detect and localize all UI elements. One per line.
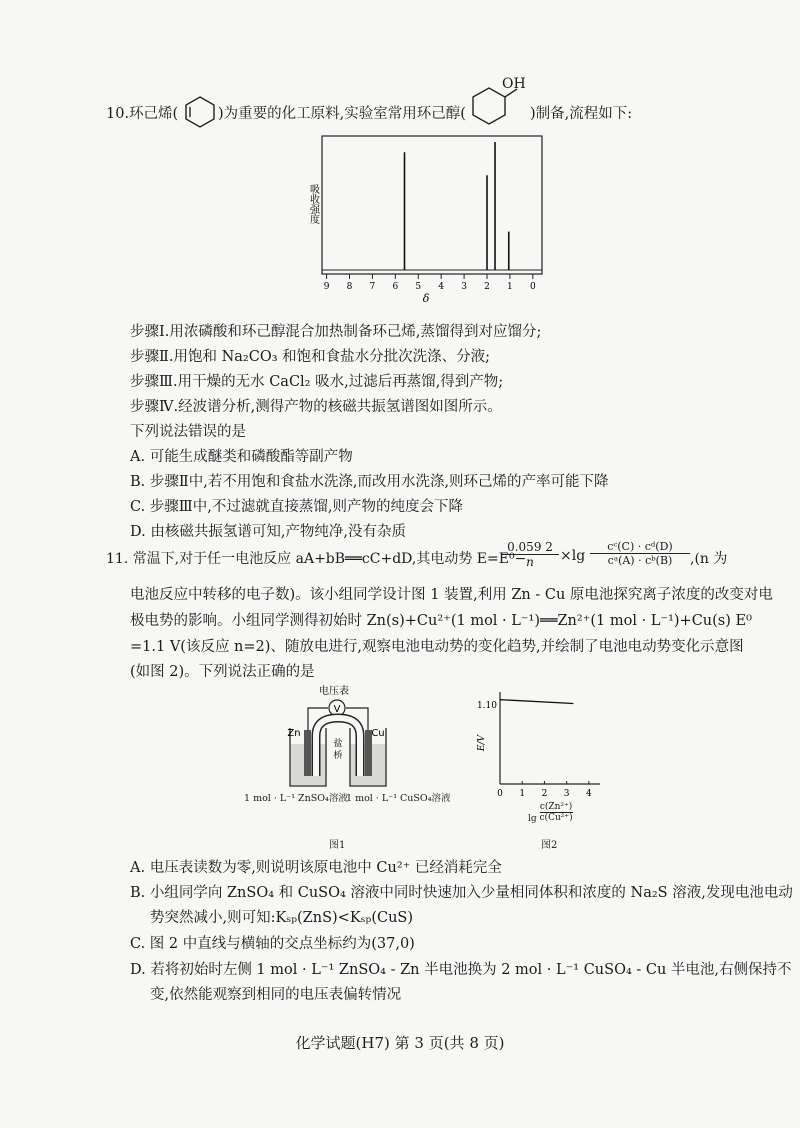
fig2-xlabel bbox=[528, 802, 573, 824]
fig2-x-tick-label: 0 bbox=[497, 789, 503, 799]
q11-frac-den: n bbox=[526, 555, 534, 569]
nmr-tick-label: 0 bbox=[529, 282, 536, 292]
q11-frac bbox=[501, 540, 559, 569]
nmr-tick-label: 8 bbox=[346, 282, 353, 292]
zn-label: Zn bbox=[287, 728, 301, 739]
voltmeter-symbol: V bbox=[333, 704, 341, 715]
nmr-tick-label: 2 bbox=[484, 282, 490, 292]
q11-lg-den: cᵃ(A) · cᵇ(B) bbox=[607, 554, 673, 567]
fig2-xlabel-prefix: lg bbox=[528, 814, 537, 824]
q11-line2: 电池反应中转移的电子数)。该小组同学设计图 1 装置,利用 Zn - Cu 原电池探究离子浓度的改变对电 bbox=[130, 587, 773, 603]
q10-prompt: 下列说法错误的是 bbox=[130, 424, 246, 440]
q11-lg-frac bbox=[590, 540, 690, 567]
voltmeter-label: 电压表 bbox=[319, 686, 349, 697]
oh-label: OH bbox=[502, 76, 526, 92]
q11-lg-num: cᶜ(C) · cᵈ(D) bbox=[590, 540, 690, 554]
fig2-xlabel-num: c(Zn²⁺) bbox=[539, 802, 573, 812]
zn-electrode bbox=[304, 730, 311, 776]
fig2-series-line bbox=[500, 700, 573, 704]
right-solution-label: 1 mol · L⁻¹ CuSO₄溶液 bbox=[346, 793, 451, 804]
q11-frac-num: 0.059 2 bbox=[501, 540, 559, 555]
q11-line5: (如图 2)。下列说法正确的是 bbox=[130, 664, 315, 680]
nmr-tick-label: 9 bbox=[323, 282, 330, 292]
fig2-x-tick-label: 1 bbox=[519, 789, 526, 799]
q11-times-lg: ×lg bbox=[560, 548, 586, 564]
q10-option-a: A. 可能生成醚类和磷酸酯等副产物 bbox=[130, 449, 353, 465]
fig2-caption: 图2 bbox=[541, 840, 558, 851]
q11-option-d-line1: D. 若将初始时左侧 1 mol · L⁻¹ ZnSO₄ - Zn 半电池换为 2 mol · L⁻¹ CuSO₄ - Cu 半电池,右侧保持不 bbox=[130, 962, 792, 978]
fig1-galvanic-cell bbox=[260, 684, 460, 794]
fig2-x-tick-label: 3 bbox=[563, 789, 570, 799]
q11-option-a: A. 电压表读数为零,则说明该原电池中 Cu²⁺ 已经消耗完全 bbox=[130, 860, 502, 876]
q10-intro bbox=[106, 102, 178, 123]
q10-intro-a: 环己烯( bbox=[129, 106, 179, 122]
q11-line1 bbox=[106, 548, 526, 568]
cu-label: Cu bbox=[371, 728, 385, 739]
q10-intro-b: )为重要的化工原料,实验室常用环己醇( bbox=[218, 106, 466, 122]
page-footer: 化学试题(H7) 第 3 页(共 8 页) bbox=[295, 1034, 505, 1052]
q10-step-3: 步骤Ⅲ.用干燥的无水 CaCl₂ 吸水,过滤后再蒸馏,得到产物; bbox=[130, 374, 504, 390]
fig1-caption: 图1 bbox=[329, 840, 346, 851]
q10-option-c: C. 步骤Ⅲ中,不过滤就直接蒸馏,则产物的纯度会下降 bbox=[130, 499, 463, 515]
q11-option-b-line2: 势突然减小,则可知:Kₛₚ(ZnS)<Kₛₚ(CuS) bbox=[150, 910, 414, 926]
cyclohexene-structure bbox=[182, 94, 218, 128]
salt-bridge-label-2: 桥 bbox=[333, 751, 343, 761]
nmr-tick-label: 1 bbox=[507, 282, 513, 292]
nmr-tick-label: 6 bbox=[392, 282, 399, 292]
left-solution-label: 1 mol · L⁻¹ ZnSO₄溶液 bbox=[244, 793, 348, 804]
q11-line1-a: 11. 常温下,对于任一电池反应 aA+bB══cC+dD,其电动势 E=E⁰− bbox=[106, 551, 527, 567]
salt-bridge-label-1: 盐 bbox=[333, 739, 343, 749]
nmr-tick-label: 7 bbox=[369, 282, 376, 292]
fig2-xlabel-den: c(Cu²⁺) bbox=[539, 813, 573, 823]
nmr-ylabel: 吸收强度 bbox=[307, 184, 319, 224]
fig2-x-tick-label: 2 bbox=[541, 789, 548, 799]
fig2-x-tick-label: 4 bbox=[586, 789, 592, 799]
nmr-tick-label: 3 bbox=[461, 282, 467, 292]
q11-line1-b: ,(n 为 bbox=[690, 551, 728, 567]
q10-step-2: 步骤Ⅱ.用饱和 Na₂CO₃ 和饱和食盐水分批次洗涤、分液; bbox=[130, 349, 491, 365]
q11-option-b-line1: B. 小组同学向 ZnSO₄ 和 CuSO₄ 溶液中同时快速加入少量相同体积和浓度的 Na₂S 溶液,发现电池电动 bbox=[130, 885, 793, 901]
nmr-xlabel: δ bbox=[422, 292, 430, 305]
q10-option-b: B. 步骤Ⅱ中,若不用饱和食盐水洗涤,而改用水洗涤,则环己烯的产率可能下降 bbox=[130, 474, 609, 490]
q11-option-c: C. 图 2 中直线与横轴的交点坐标约为(37,0) bbox=[130, 936, 415, 952]
fig2-ylabel: E/V bbox=[477, 734, 487, 752]
nmr-spectrum-chart bbox=[300, 132, 550, 307]
q10-step-1: 步骤Ⅰ.用浓磷酸和环己醇混合加热制备环己烯,蒸馏得到对应馏分; bbox=[130, 324, 542, 340]
q11-option-d-line2: 变,依然能观察到相同的电压表偏转情况 bbox=[150, 987, 402, 1003]
q10-number: 10. bbox=[106, 106, 130, 122]
nmr-tick-label: 4 bbox=[438, 282, 445, 292]
nmr-tick-label: 5 bbox=[415, 282, 422, 292]
fig2-y-tick: 1.10 bbox=[476, 701, 497, 711]
q11-line4: =1.1 V(该反应 n=2)、随放电进行,观察电池电动势的变化趋势,并绘制了电池电动势变化示意图 bbox=[130, 639, 744, 655]
q10-step-4: 步骤Ⅳ.经波谱分析,测得产物的核磁共振氢谱图如图所示。 bbox=[130, 399, 502, 415]
q11-line3: 极电势的影响。小组同学测得初始时 Zn(s)+Cu²⁺(1 mol · L⁻¹)══Zn²⁺(1 mol · L⁻¹)+Cu(s) E⁰ bbox=[130, 613, 752, 629]
q10-option-d: D. 由核磁共振氢谱可知,产物纯净,没有杂质 bbox=[130, 524, 407, 540]
q10-intro-c: )制备,流程如下: bbox=[530, 106, 633, 122]
